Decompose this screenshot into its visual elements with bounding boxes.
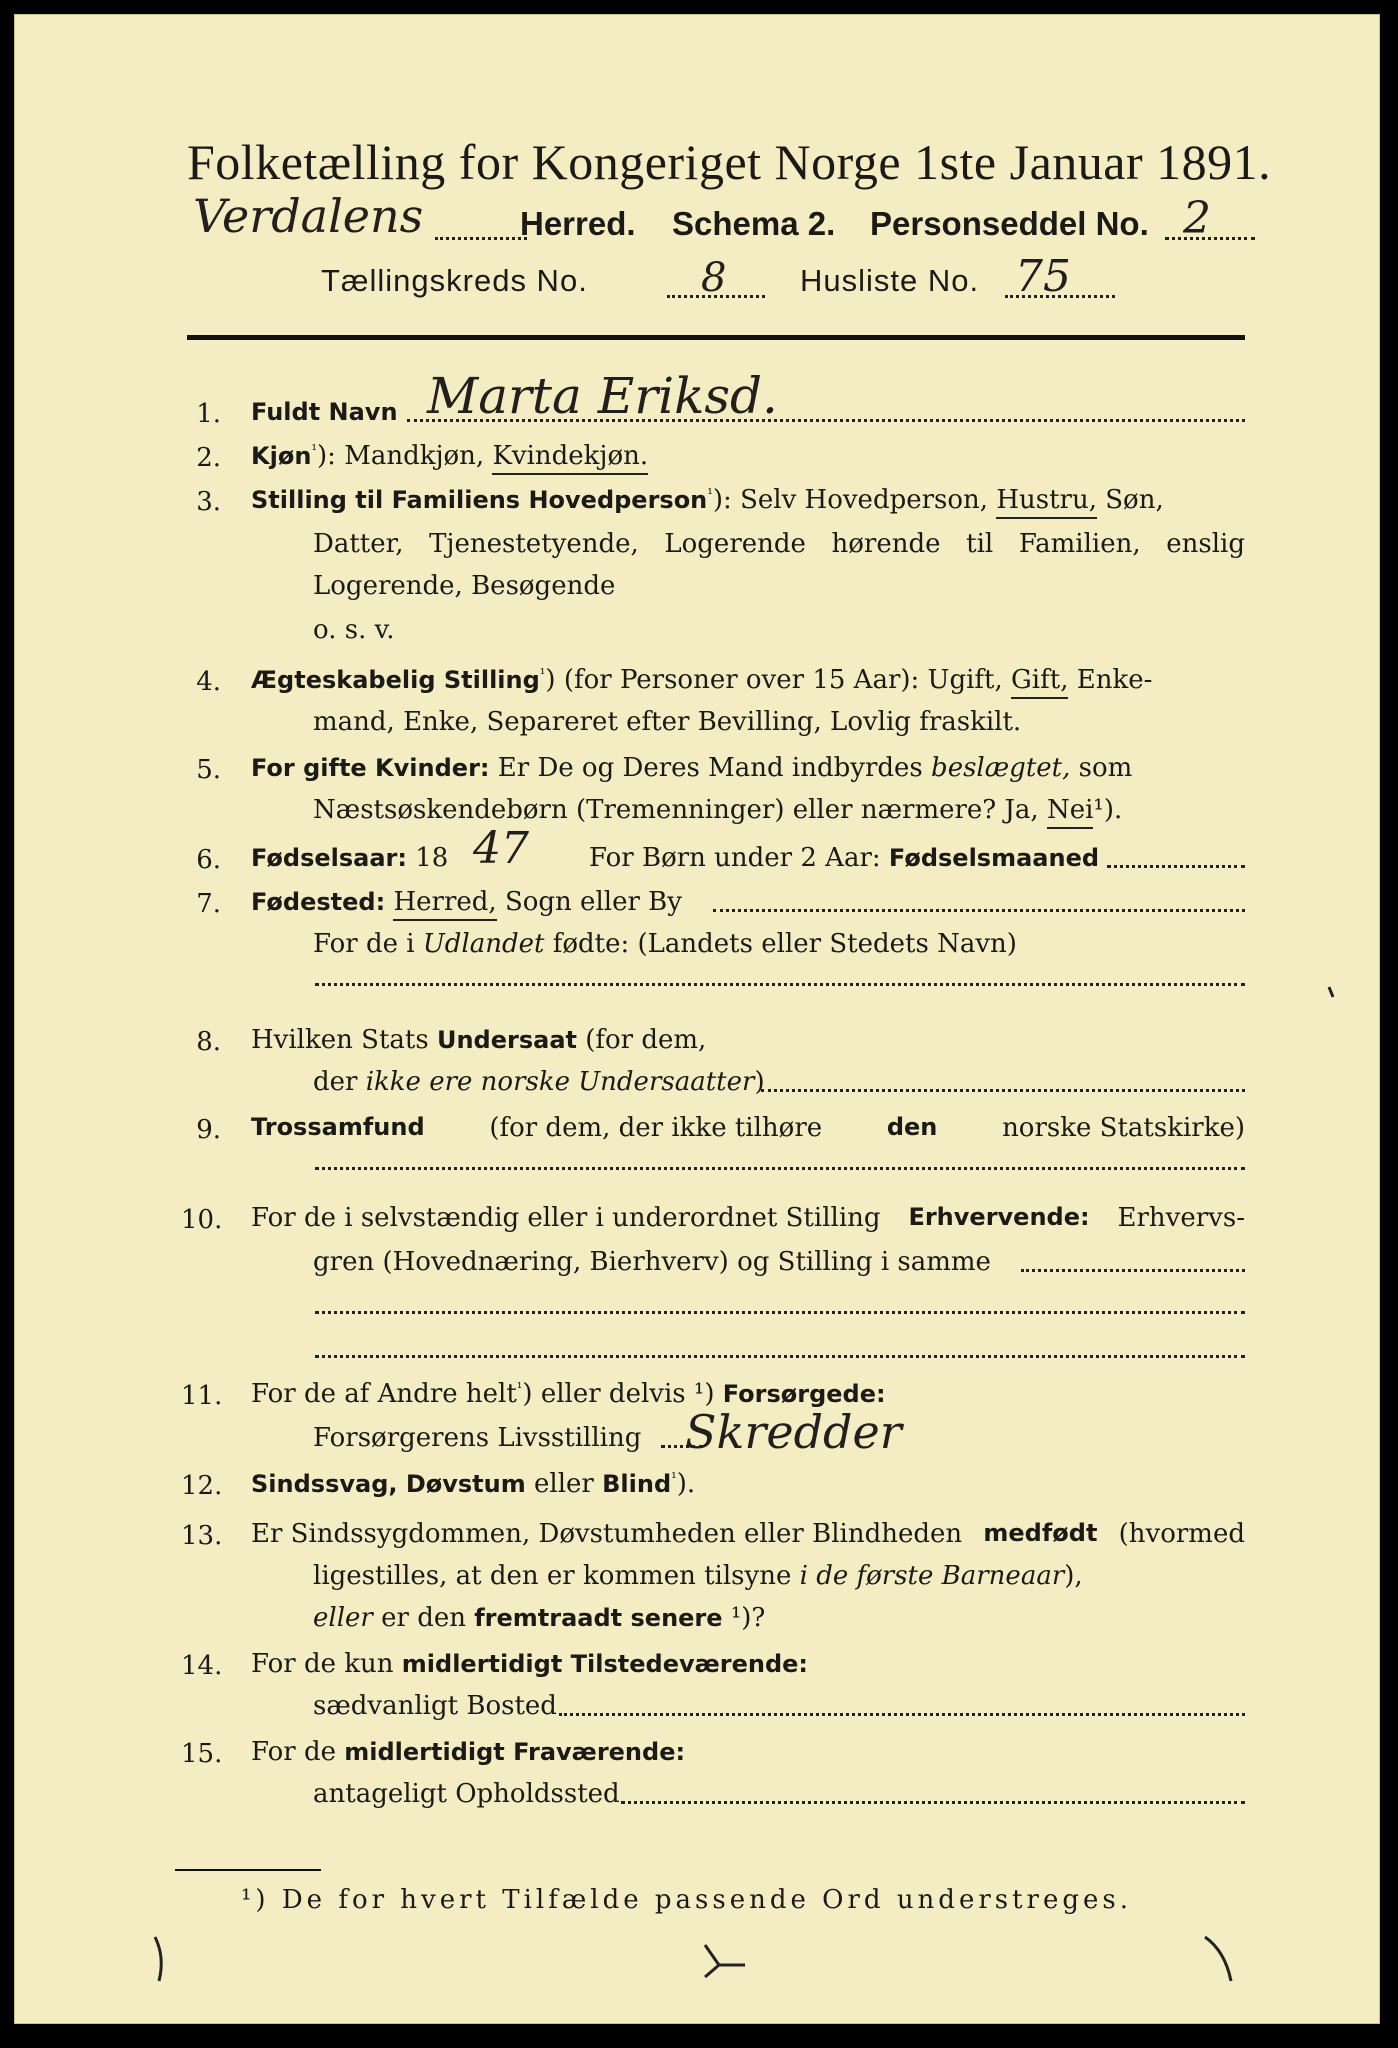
item-10-text-b: Erhvervs- — [1117, 1203, 1245, 1233]
item-8-number: 8. — [196, 1027, 221, 1057]
blind-label: Blind — [602, 1470, 672, 1498]
item-13-line-3-c: ¹)? — [730, 1603, 766, 1633]
item-5 — [251, 755, 1132, 781]
item-13-line-3-b: er den — [381, 1603, 466, 1633]
sindssvag-label: Sindssvag, Døvstum — [251, 1470, 526, 1498]
husliste-handwritten: 75 — [1015, 251, 1071, 302]
item-2-text-a: ): Mandkjøn, — [317, 441, 485, 471]
item-3-sup: ¹ — [707, 486, 713, 503]
undersaat-label: Undersaat — [436, 1026, 577, 1054]
personseddel-handwritten: 2 — [1183, 193, 1211, 244]
item-3-line-2: Datter, Tjenestetyende, Logerende hørende til Familien, enslig — [313, 529, 1245, 559]
item-3 — [251, 487, 1164, 513]
margin-mark-right — [1205, 1937, 1231, 1981]
item-15-line-2: antageligt Opholdssted — [313, 1779, 620, 1809]
birth-year-handwritten: 47 — [473, 823, 529, 874]
item-10 — [251, 1205, 1245, 1231]
item-13-line-2 — [313, 1563, 1083, 1589]
item-14-line-2: sædvanligt Bosted — [313, 1691, 557, 1721]
item-12 — [251, 1471, 695, 1497]
item-6-dotted-line — [1107, 865, 1245, 868]
name-handwritten: Marta Eriksd. — [427, 367, 778, 425]
kjon-label: Kjøn — [251, 442, 312, 470]
herred-handwritten: Verdalens — [193, 189, 424, 243]
item-9-answer-line — [315, 1167, 1245, 1170]
item-10-text-a: For de i selvstændig eller i underordnet Stilling — [251, 1203, 881, 1233]
item-10-dotted-line — [1021, 1269, 1245, 1272]
stilling-label: Stilling til Familiens Hovedperson — [251, 486, 708, 514]
item-13-number: 13. — [181, 1521, 223, 1551]
item-11-number: 11. — [181, 1381, 223, 1411]
item-3-line-4: o. s. v. — [313, 615, 395, 645]
item-1-number: 1. — [196, 399, 221, 429]
herred-underlined: Herred, — [393, 887, 496, 921]
item-2 — [251, 443, 648, 469]
forsorger-handwritten: Skredder — [685, 1405, 902, 1459]
item-7-answer-line — [315, 983, 1245, 986]
item-9-text-a: (for dem, der ikke tilhøre — [489, 1113, 823, 1143]
item-7-line-2 — [313, 931, 1017, 957]
item-8-line-2-a: der — [313, 1067, 358, 1097]
item-7-number: 7. — [196, 889, 221, 919]
personseddel-label: Personseddel No. — [870, 205, 1149, 242]
herred-label: Herred. — [520, 205, 636, 242]
hustru-underlined: Hustru, — [996, 485, 1097, 519]
item-14-dotted-line — [559, 1713, 1245, 1716]
margin-marks — [15, 15, 1381, 2025]
item-13-line-3-a: eller — [313, 1603, 373, 1633]
taellingskreds-label: Tællingskreds No. — [321, 263, 588, 298]
item-11-sup: ¹ — [516, 1380, 523, 1397]
gifte-kvinder-label: For gifte Kvinder: — [251, 754, 490, 782]
item-11-text-a: For de af Andre helt — [251, 1379, 517, 1409]
den-label: den — [886, 1113, 938, 1141]
item-12-text-b: ). — [676, 1469, 696, 1499]
kvindekjon-underlined: Kvindekjøn. — [492, 441, 648, 475]
item-15 — [251, 1739, 685, 1765]
taellingskreds-dotted-line — [667, 295, 765, 298]
item-10-number: 10. — [181, 1205, 223, 1235]
item-7-line-2-a: For de i — [313, 929, 415, 959]
item-5-line-2-c: ¹). — [1093, 795, 1123, 825]
item-5-text-c: som — [1078, 753, 1133, 783]
item-5-line-2-a: Næstsøskendebørn (Tremenninger) eller nærmere? Ja, — [313, 795, 1039, 825]
item-3-line-3: Logerende, Besøgende — [313, 571, 616, 601]
item-13-line-2-a: ligestilles, at den er kommen tilsyne — [313, 1561, 792, 1591]
item-8-dotted-line — [761, 1089, 1245, 1092]
item-2-number: 2. — [196, 443, 221, 473]
tilstedevaerende-label: midlertidigt Tilstedeværende: — [401, 1650, 809, 1678]
item-5-text-a: Er De og Deres Mand indbyrdes — [497, 753, 923, 783]
item-13-line-2-b: i de første Barneaar — [799, 1561, 1065, 1591]
item-14 — [251, 1651, 808, 1677]
item-11-line-2: Forsørgerens Livsstilling — [313, 1423, 642, 1453]
herred-dotted-line — [435, 237, 527, 240]
item-9 — [251, 1115, 1245, 1141]
item-13-line-3 — [313, 1605, 765, 1631]
item-9-text-b: norske Statskirke) — [1002, 1113, 1245, 1143]
item-7-line-2-c: fødte: (Landets eller Stedets Navn) — [552, 929, 1017, 959]
birth-year-prefix: 18 — [415, 843, 449, 873]
margin-mark-center — [705, 1945, 745, 1977]
item-6 — [251, 845, 448, 871]
item-3-text-a: ): Selv Hovedperson, — [712, 485, 989, 515]
item-5-text-b: beslægtet, — [931, 753, 1071, 783]
item-8-line-2-b: ikke ere norske Undersaatter — [365, 1067, 755, 1097]
item-13-text-a: Er Sindssygdommen, Døvstumheden eller Blindheden — [251, 1519, 963, 1549]
item-14-number: 14. — [181, 1651, 223, 1681]
item-12-number: 12. — [181, 1471, 223, 1501]
footnote-rule — [175, 1869, 321, 1871]
item-13 — [251, 1521, 1245, 1547]
medfodt-label: medfødt — [983, 1519, 1098, 1547]
margin-mark-edge — [1329, 987, 1333, 997]
item-8-line-2-c: ) — [754, 1067, 765, 1097]
item-5-line-2 — [313, 797, 1122, 823]
item-15-text-a: For de — [251, 1737, 336, 1767]
fravaerende-label: midlertidigt Fraværende: — [344, 1738, 686, 1766]
item-10-line-2: gren (Hovednæring, Bierhverv) og Stilling i samme — [313, 1247, 991, 1277]
item-10-answer-line-2 — [315, 1355, 1245, 1358]
husliste-dotted-line — [1005, 295, 1115, 298]
item-12-text-a: eller — [534, 1469, 594, 1499]
item-7-dotted-line — [713, 909, 1245, 912]
item-11-text-b: ) eller delvis — [522, 1379, 686, 1409]
item-7 — [251, 889, 682, 915]
item-15-dotted-line — [621, 1801, 1245, 1804]
personseddel-dotted-line — [1165, 237, 1255, 240]
fuldt-navn-label: Fuldt Navn — [251, 398, 398, 426]
item-4-number: 4. — [196, 667, 221, 697]
item-11-text-c: ¹) — [693, 1379, 715, 1409]
header-rule — [187, 335, 1245, 340]
item-5-number: 5. — [196, 755, 221, 785]
census-form-page — [14, 14, 1380, 2024]
schema-label: Schema 2. — [672, 205, 836, 242]
item-8-text-a: Hvilken Stats — [251, 1025, 429, 1055]
item-6-right — [589, 845, 1099, 871]
forsorgede-label: Forsørgede: — [722, 1380, 886, 1408]
item-3-text-c: Søn, — [1105, 485, 1164, 515]
margin-mark-left — [155, 1937, 161, 1981]
footnote: ¹) De for hvert Tilfælde passende Ord understreges. — [241, 1885, 1133, 1915]
item-14-text-a: For de kun — [251, 1649, 394, 1679]
item-11 — [251, 1381, 886, 1407]
item-4 — [251, 667, 1152, 693]
item-15-number: 15. — [181, 1739, 223, 1769]
taellingskreds-handwritten: 8 — [701, 255, 727, 301]
item-4-line-2: mand, Enke, Separeret efter Bevilling, Lovlig fraskilt. — [313, 707, 1022, 737]
item-13-text-b: (hvormed — [1118, 1519, 1245, 1549]
trossamfund-label: Trossamfund — [251, 1113, 425, 1141]
erhvervende-label: Erhvervende: — [908, 1203, 1090, 1231]
item-13-line-2-c: ), — [1064, 1561, 1083, 1591]
item-10-answer-line-1 — [315, 1311, 1245, 1314]
item-7-text-b: Sogn eller By — [504, 887, 682, 917]
item-4-text-a: ) (for Personer over 15 Aar): Ugift, — [545, 665, 1003, 695]
husliste-label: Husliste No. — [800, 263, 980, 298]
item-3-number: 3. — [196, 487, 221, 517]
item-4-sup: ¹ — [539, 666, 546, 683]
item-6-number: 6. — [196, 845, 221, 875]
item-1-dotted-line — [407, 419, 1245, 422]
gift-underlined: Gift, — [1011, 665, 1068, 699]
item-8-line-2 — [313, 1069, 765, 1095]
item-2-sup: ¹ — [311, 442, 318, 459]
aegteskabelig-label: Ægteskabelig Stilling — [251, 666, 540, 694]
item-9-number: 9. — [196, 1115, 221, 1145]
item-6-text-a: For Børn under 2 Aar: — [589, 843, 881, 873]
nei-underlined: Nei — [1047, 795, 1093, 829]
item-7-line-2-b: Udlandet — [422, 929, 545, 959]
item-8-text-b: (for dem, — [585, 1025, 707, 1055]
item-8 — [251, 1027, 706, 1053]
fodselsaar-label: Fødselsaar: — [251, 844, 407, 872]
form-title: Folketælling for Kongeriget Norge 1ste Januar 1891. — [187, 134, 1272, 190]
item-12-sup: ¹ — [671, 1470, 677, 1487]
item-1 — [251, 399, 398, 425]
fodested-label: Fødested: — [251, 888, 386, 916]
item-4-text-c: Enke- — [1076, 665, 1153, 695]
fodselsmaaned-label: Fødselsmaaned — [888, 844, 1100, 872]
fremtraadt-label: fremtraadt senere — [474, 1604, 723, 1632]
